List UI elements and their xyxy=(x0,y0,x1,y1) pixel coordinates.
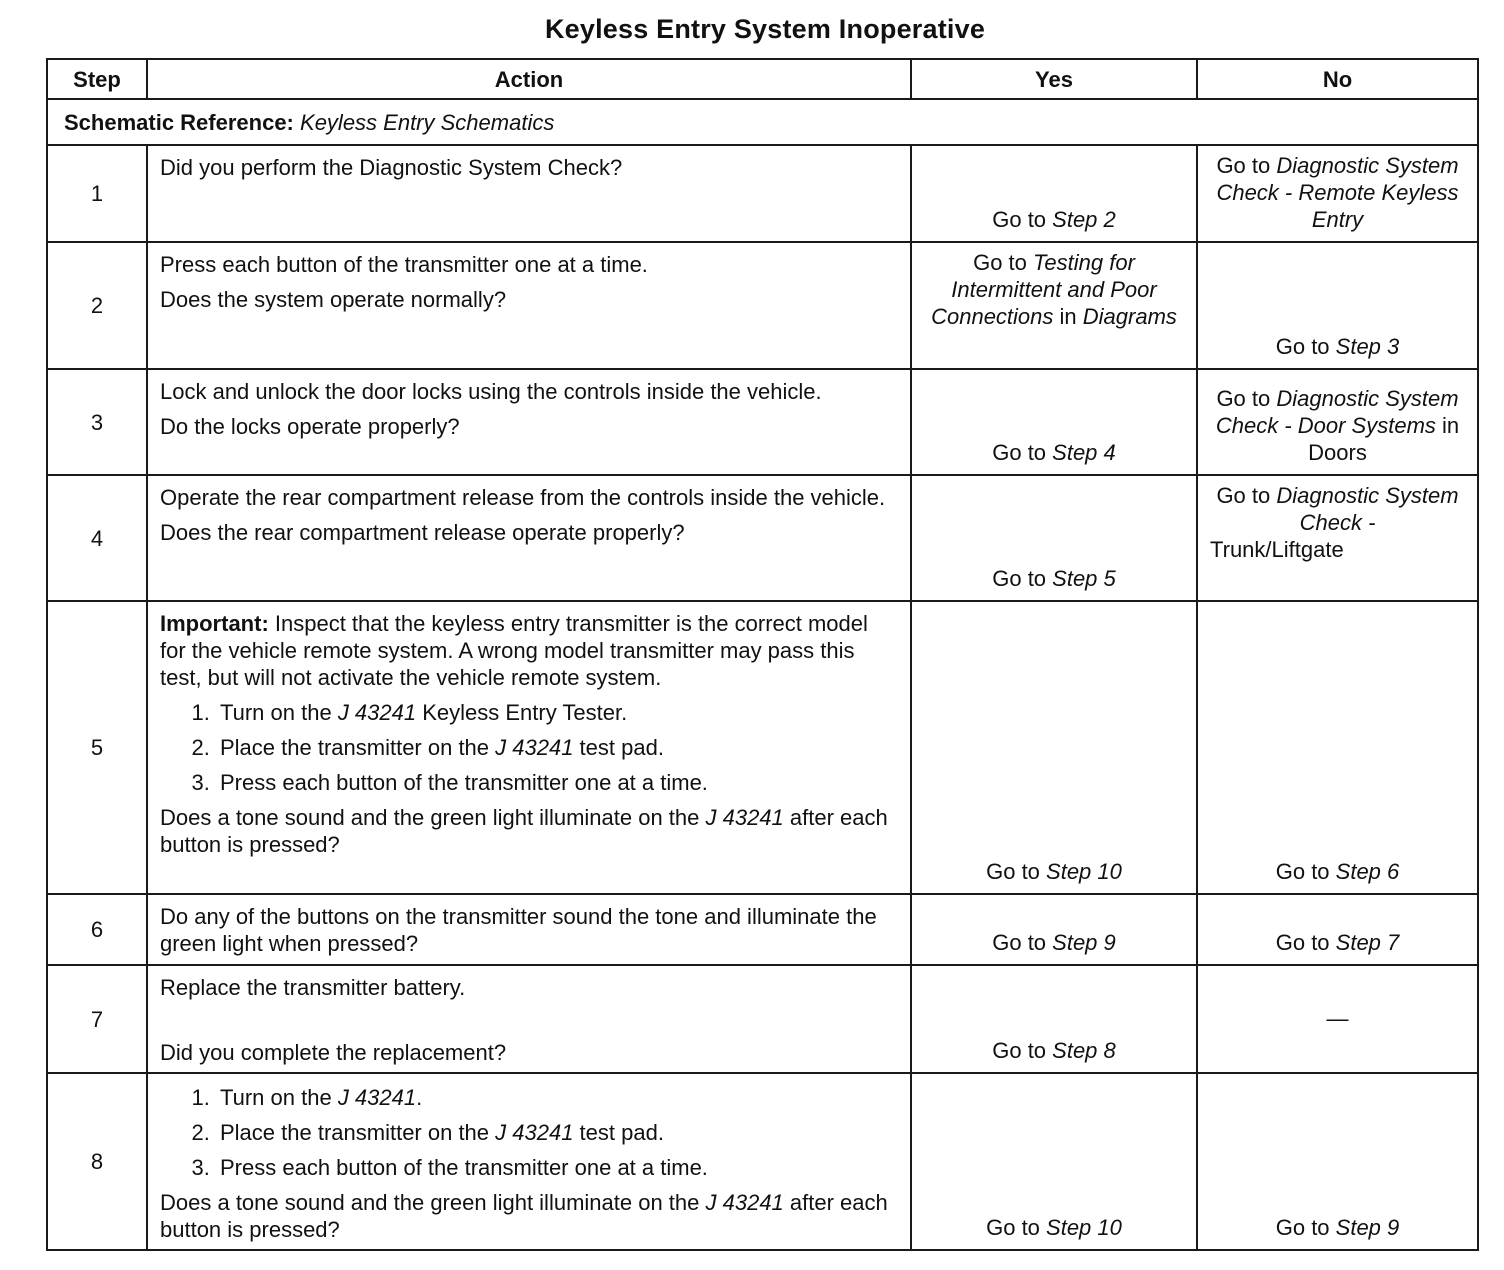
list-item: 3. Press each button of the transmitter one at a time. xyxy=(216,769,898,796)
goto-prefix: Go to xyxy=(973,250,1033,275)
list-item: 1. Turn on the J 43241. xyxy=(216,1084,898,1111)
table-row xyxy=(47,475,1478,601)
list-item: 1. Turn on the J 43241 Keyless Entry Tester. xyxy=(216,699,898,726)
procedure-link[interactable]: Testing for Intermittent and Poor Connections xyxy=(931,250,1157,329)
no-cell xyxy=(1197,475,1478,601)
goto-prefix: Go to xyxy=(1275,334,1336,359)
no-cell xyxy=(1197,145,1478,242)
step-link[interactable]: Step 6 xyxy=(1335,859,1400,884)
goto-prefix: Go to xyxy=(1216,483,1277,508)
procedure-link[interactable]: Diagnostic System Check - Remote Keyless Entry xyxy=(1216,153,1459,232)
action-question: Does a tone sound and the green light illuminate on the J 43241 after each button is pressed? xyxy=(160,805,888,857)
procedure-link[interactable]: Diagnostic System Check - xyxy=(1276,483,1459,535)
step-link[interactable]: Step 10 xyxy=(1046,1215,1122,1240)
yes-cell xyxy=(911,475,1197,601)
no-cell xyxy=(1197,1073,1478,1250)
yes-cell xyxy=(911,242,1197,369)
action-question: Do the locks operate properly? xyxy=(160,414,460,439)
action-question: Does a tone sound and the green light illuminate on the J 43241 after each button is pressed? xyxy=(160,1190,888,1242)
schematic-label: Schematic Reference: xyxy=(64,109,294,135)
schematic-link[interactable]: Keyless Entry Schematics xyxy=(300,109,555,135)
action-text: Press each button of the transmitter one at a time. xyxy=(160,252,648,277)
step-number: 7 xyxy=(47,965,147,1073)
table-row xyxy=(47,1073,1478,1250)
diagnostic-table xyxy=(46,58,1479,1251)
action-question: Does the system operate normally? xyxy=(160,287,507,312)
step-number: 3 xyxy=(47,369,147,475)
action-cell xyxy=(147,369,911,475)
action-cell xyxy=(147,894,911,965)
no-cell xyxy=(1197,242,1478,369)
step-link[interactable]: Step 5 xyxy=(1052,566,1116,591)
step-number: 1 xyxy=(47,145,147,242)
important-note xyxy=(160,610,898,691)
step-link[interactable]: Step 9 xyxy=(1052,930,1116,955)
list-item: 2. Place the transmitter on the J 43241 test pad. xyxy=(216,1119,898,1146)
step-link[interactable]: Step 8 xyxy=(1052,1038,1116,1063)
step-link[interactable]: Step 3 xyxy=(1335,334,1400,359)
goto-prefix: Go to xyxy=(1216,386,1277,411)
procedure-list xyxy=(160,699,898,796)
not-applicable-dash: — xyxy=(1326,1005,1349,1031)
goto-prefix: Go to xyxy=(992,1038,1053,1063)
step-number: 5 xyxy=(47,601,147,894)
procedure-list xyxy=(160,1084,898,1181)
tool-reference: J 43241 xyxy=(337,700,417,725)
goto-prefix: Go to xyxy=(992,930,1053,955)
tool-reference: J 43241 xyxy=(495,1120,574,1145)
action-text: Did you perform the Diagnostic System Check? xyxy=(160,155,623,180)
step-link[interactable]: Step 9 xyxy=(1335,1215,1400,1240)
action-text: Lock and unlock the door locks using the controls inside the vehicle. xyxy=(160,379,822,404)
yes-cell xyxy=(911,894,1197,965)
action-cell xyxy=(147,965,911,1073)
step-link[interactable]: Step 7 xyxy=(1335,930,1400,955)
step-number: 6 xyxy=(47,894,147,965)
table-row xyxy=(47,965,1478,1073)
important-text: Inspect that the keyless entry transmitter is the correct model for the vehicle remote system. A wrong model transmitter may pass this test, but will not activate the vehicle remote system. xyxy=(160,611,868,690)
goto-prefix: Go to xyxy=(992,207,1053,232)
yes-cell xyxy=(911,1073,1197,1250)
action-cell xyxy=(147,601,911,894)
page-title: Keyless Entry System Inoperative xyxy=(544,14,986,44)
header-row xyxy=(47,59,1478,99)
important-label: Important: xyxy=(160,611,269,636)
goto-prefix: Go to xyxy=(986,859,1047,884)
goto-prefix: Go to xyxy=(986,1215,1047,1240)
action-question: Did you complete the replacement? xyxy=(160,1040,507,1065)
step-number: 4 xyxy=(47,475,147,601)
header-yes: Yes xyxy=(911,59,1197,99)
header-step: Step xyxy=(47,59,147,99)
yes-cell xyxy=(911,145,1197,242)
action-cell xyxy=(147,1073,911,1250)
tool-reference: J 43241 xyxy=(705,1190,784,1215)
action-text: Operate the rear compartment release from the controls inside the vehicle. xyxy=(160,485,886,510)
step-number: 8 xyxy=(47,1073,147,1250)
procedure-link[interactable]: Diagnostic System Check - Door Systems xyxy=(1215,386,1459,438)
no-cell xyxy=(1197,601,1478,894)
schematic-row xyxy=(47,99,1478,145)
tool-reference: J 43241 xyxy=(337,1085,417,1110)
list-item: 2. Place the transmitter on the J 43241 test pad. xyxy=(216,734,898,761)
goto-prefix: Go to xyxy=(1216,153,1277,178)
yes-cell xyxy=(911,369,1197,475)
action-cell xyxy=(147,145,911,242)
step-link[interactable]: Step 10 xyxy=(1046,859,1122,884)
action-text: Replace the transmitter battery. xyxy=(160,975,466,1000)
no-cell xyxy=(1197,369,1478,475)
action-cell xyxy=(147,242,911,369)
goto-suffix: in Doors xyxy=(1308,413,1460,465)
action-question: Does the rear compartment release operate properly? xyxy=(160,520,685,545)
goto-prefix: Go to xyxy=(992,440,1053,465)
list-item: 3. Press each button of the transmitter one at a time. xyxy=(216,1154,898,1181)
header-action: Action xyxy=(147,59,911,99)
schematic-reference xyxy=(47,99,1478,145)
section-link[interactable]: Diagrams xyxy=(1082,304,1177,329)
goto-prefix: Go to xyxy=(1275,859,1336,884)
goto-prefix: Go to xyxy=(1275,930,1336,955)
table-row xyxy=(47,894,1478,965)
table-row xyxy=(47,145,1478,242)
goto-suffix: Trunk/Liftgate xyxy=(1210,537,1344,562)
action-cell xyxy=(147,475,911,601)
table-row xyxy=(47,369,1478,475)
no-cell xyxy=(1197,894,1478,965)
step-number: 2 xyxy=(47,242,147,369)
goto-prefix: Go to xyxy=(1275,1215,1336,1240)
action-question: Do any of the buttons on the transmitter sound the tone and illuminate the green light when pressed? xyxy=(160,904,877,956)
step-link[interactable]: Step 2 xyxy=(1052,207,1116,232)
tool-reference: J 43241 xyxy=(705,805,784,830)
yes-cell xyxy=(911,601,1197,894)
goto-prefix: Go to xyxy=(992,566,1053,591)
no-cell xyxy=(1197,965,1478,1073)
header-no: No xyxy=(1197,59,1478,99)
step-link[interactable]: Step 4 xyxy=(1052,440,1116,465)
tool-reference: J 43241 xyxy=(495,735,574,760)
goto-mid: in xyxy=(1053,304,1083,329)
yes-cell xyxy=(911,965,1197,1073)
table-row xyxy=(47,601,1478,894)
table-row xyxy=(47,242,1478,369)
